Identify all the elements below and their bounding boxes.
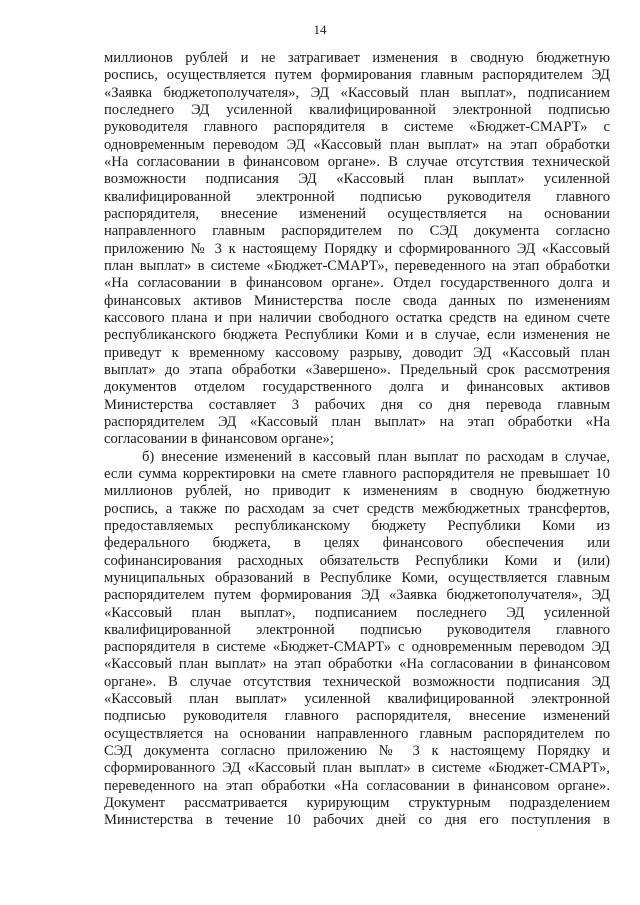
text-line: переведенного на этап обработки «На согласовании в финансовом органе». — [104, 777, 610, 794]
text-line: «Кассовый план выплат» усиленной квалифицированной электронной — [104, 691, 610, 708]
page-number: 14 — [313, 22, 327, 37]
text-line: если сумма корректировки на смете главного распорядителя не превышает 10 — [104, 465, 610, 482]
text-line: Министерства составляет 3 рабочих дня со дня перевода главным — [104, 396, 610, 413]
text-line: «Заявка бюджетополучателя», ЭД «Кассовый план выплат», подписанием — [104, 84, 610, 101]
text-line: «Кассовый план выплат» на этап обработки «На согласовании в финансовом — [104, 656, 610, 673]
para-a-continuation — [104, 50, 610, 449]
text-line: распорядителя в системе «Бюджет-СМАРТ» с одновременным переводом ЭД — [104, 639, 610, 656]
text-line: Документ рассматривается курирующим структурным подразделением — [104, 795, 610, 812]
text-line: финансовых активов Министерства после свода данных по изменениям — [104, 292, 610, 309]
text-line: документов отделом государственного долга и финансовых активов — [104, 379, 610, 396]
text-line: СЭД документа согласно приложению № 3 к настоящему Порядку и — [104, 743, 610, 760]
text-line: последнего ЭД усиленной квалифицированной электронной подписью — [104, 101, 610, 118]
text-line: руководителя главного распорядителя в системе «Бюджет-СМАРТ» с — [104, 119, 610, 136]
text-line: распорядителя, внесение изменений осуществляется на основании — [104, 205, 610, 222]
page-body — [104, 50, 610, 830]
text-line: «На согласовании в финансовом органе». В случае отсутствия технической — [104, 153, 610, 170]
text-line: муниципальных образований в Республике Коми, осуществляется главным — [104, 569, 610, 586]
text-line: республиканского бюджета Республики Коми и в случае, если изменения не — [104, 327, 610, 344]
text-line: сформированного ЭД «Кассовый план выплат» в системе «Бюджет-СМАРТ», — [104, 760, 610, 777]
text-line: приведут к временному кассовому разрыву, доводит ЭД «Кассовый план — [104, 344, 610, 361]
text-line: осуществляется на основании направленного главным распорядителем по — [104, 725, 610, 742]
text-line: Министерства в течение 10 рабочих дней со дня его поступления в — [104, 812, 610, 829]
text-line: выплат» до этапа обработки «Завершено». Предельный срок рассмотрения — [104, 361, 610, 378]
text-line: план выплат» в системе «Бюджет-СМАРТ», переведенного на этап обработки — [104, 257, 610, 274]
text-line: федерального бюджета, в целях финансового обеспечения или — [104, 535, 610, 552]
text-line: предоставляемых республиканскому бюджету Республики Коми из — [104, 517, 610, 534]
text-line: роспись, а также по расходам за счет средств межбюджетных трансфертов, — [104, 500, 610, 517]
text-line: кассового плана и при наличии свободного остатка средств на едином счете — [104, 309, 610, 326]
text-line: приложению № 3 к настоящему Порядку и сформированного ЭД «Кассовый — [104, 240, 610, 257]
text-line: распорядителем ЭД «Кассовый план выплат» на этап обработки «На — [104, 413, 610, 430]
text-line: одновременным переводом ЭД «Кассовый план выплат» на этап обработки — [104, 136, 610, 153]
text-line: миллионов рублей, но приводит к изменениям в сводную бюджетную — [104, 483, 610, 500]
text-line: направленного главным распорядителем по СЭД документа согласно — [104, 223, 610, 240]
text-line: распорядителем путем формирования ЭД «Заявка бюджетополучателя», ЭД — [104, 587, 610, 604]
text-line: согласовании в финансовом органе»; — [104, 431, 334, 448]
text-line: квалифицированной электронной подписью руководителя главного — [104, 621, 610, 638]
text-line: «На согласовании в финансовом органе». Отдел государственного долга и — [104, 275, 610, 292]
text-line: квалифицированной электронной подписью руководителя главного — [104, 188, 610, 205]
text-line: подписью руководителя главного распорядителя, внесение изменений — [104, 708, 610, 725]
text-line: б) внесение изменений в кассовый план выплат по расходам в случае, — [142, 448, 610, 465]
text-line: органе». В случае отсутствия технической возможности подписания ЭД — [104, 673, 610, 690]
text-line: миллионов рублей и не затрагивает изменения в сводную бюджетную — [104, 50, 610, 66]
text-line: софинансирования расходных обязательств Республики Коми и (или) — [104, 552, 610, 569]
para-b — [104, 449, 610, 830]
text-line: роспись, осуществляется путем формирования главным распорядителем ЭД — [104, 67, 610, 84]
text-line: «Кассовый план выплат», подписанием последнего ЭД усиленной — [104, 604, 610, 621]
text-line: возможности подписания ЭД «Кассовый план выплат» усиленной — [104, 171, 610, 188]
